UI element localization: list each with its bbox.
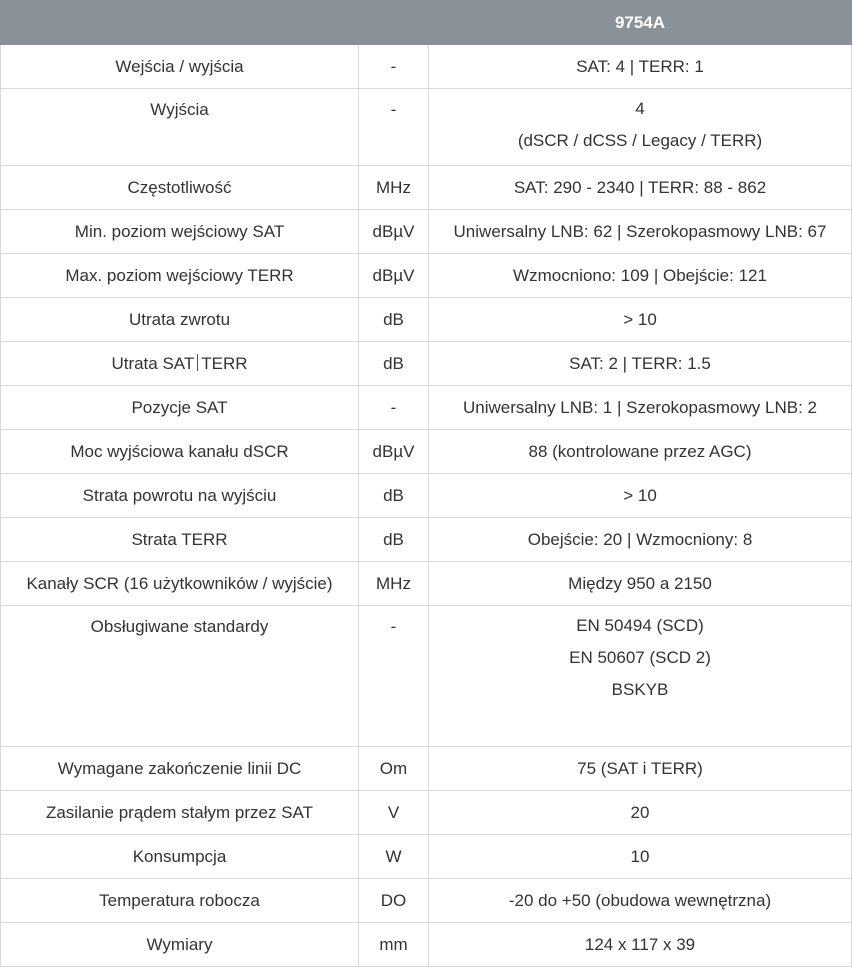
unit-cell: dBµV [359, 430, 429, 474]
unit-cell: - [359, 386, 429, 430]
param-cell: Pozycje SAT [1, 386, 359, 430]
table-row [1, 298, 852, 342]
param-cell: Wymiary [1, 923, 359, 967]
param-cell [1, 342, 359, 386]
param-cell: Zasilanie prądem stałym przez SAT [1, 791, 359, 835]
param-part-b: TERR [201, 353, 248, 373]
param-cell: Kanały SCR (16 użytkowników / wyjście) [1, 562, 359, 606]
table-row [1, 45, 852, 89]
param-cell: Strata powrotu na wyjściu [1, 474, 359, 518]
table-row [1, 166, 852, 210]
unit-cell: dB [359, 474, 429, 518]
value-cell: 75 (SAT i TERR) [429, 747, 852, 791]
value-line: 4 [635, 99, 645, 118]
unit-cell: MHz [359, 166, 429, 210]
value-cell: Wzmocniono: 109 | Obejście: 121 [429, 254, 852, 298]
param-cell: Wejścia / wyjścia [1, 45, 359, 89]
table-header-row [1, 1, 852, 45]
value-cell: Uniwersalny LNB: 62 | Szerokopasmowy LNB: 67 [429, 210, 852, 254]
param-cell: Strata TERR [1, 518, 359, 562]
param-cell: Wymagane zakończenie linii DC [1, 747, 359, 791]
unit-cell: Om [359, 747, 429, 791]
value-cell: 124 x 117 x 39 [429, 923, 852, 967]
value-cell: Uniwersalny LNB: 1 | Szerokopasmowy LNB: 2 [429, 386, 852, 430]
value-line: EN 50494 (SCD) [576, 616, 704, 635]
unit-cell: W [359, 835, 429, 879]
table-row [1, 791, 852, 835]
unit-cell: dB [359, 518, 429, 562]
param-cell: Temperatura robocza [1, 879, 359, 923]
unit-cell: mm [359, 923, 429, 967]
header-unit [359, 1, 429, 45]
value-cell [429, 89, 852, 166]
param-cell: Częstotliwość [1, 166, 359, 210]
value-cell: SAT: 290 - 2340 | TERR: 88 - 862 [429, 166, 852, 210]
unit-cell: dB [359, 342, 429, 386]
value-cell: > 10 [429, 474, 852, 518]
table-row [1, 210, 852, 254]
table-row [1, 474, 852, 518]
value-cell: SAT: 2 | TERR: 1.5 [429, 342, 852, 386]
value-cell: -20 do +50 (obudowa wewnętrzna) [429, 879, 852, 923]
table-row [1, 835, 852, 879]
value-line: EN 50607 (SCD 2) [569, 648, 711, 667]
table-row [1, 386, 852, 430]
value-cell: Obejście: 20 | Wzmocniony: 8 [429, 518, 852, 562]
value-line: (dSCR / dCSS / Legacy / TERR) [517, 131, 763, 150]
table-row [1, 430, 852, 474]
param-cell: Obsługiwane standardy [1, 606, 359, 747]
param-cell: Utrata zwrotu [1, 298, 359, 342]
table-row [1, 562, 852, 606]
unit-cell: - [359, 89, 429, 166]
table-row [1, 879, 852, 923]
value-cell: Między 950 a 2150 [429, 562, 852, 606]
table-row [1, 606, 852, 747]
param-cell: Max. poziom wejściowy TERR [1, 254, 359, 298]
param-part-a: Utrata SAT [111, 353, 195, 373]
table-row [1, 518, 852, 562]
unit-cell: DO [359, 879, 429, 923]
value-line: BSKYB [611, 680, 669, 699]
value-cell: SAT: 4 | TERR: 1 [429, 45, 852, 89]
unit-cell: - [359, 45, 429, 89]
header-param [1, 1, 359, 45]
value-cell: > 10 [429, 298, 852, 342]
separator-bar [197, 354, 198, 371]
unit-cell: V [359, 791, 429, 835]
unit-cell: MHz [359, 562, 429, 606]
table-row [1, 254, 852, 298]
param-cell: Konsumpcja [1, 835, 359, 879]
table-row [1, 747, 852, 791]
table-row [1, 342, 852, 386]
param-cell: Moc wyjściowa kanału dSCR [1, 430, 359, 474]
value-cell: 10 [429, 835, 852, 879]
param-cell: Wyjścia [1, 89, 359, 166]
header-model: 9754A [429, 1, 852, 45]
unit-cell: dB [359, 298, 429, 342]
value-cell: 88 (kontrolowane przez AGC) [429, 430, 852, 474]
param-cell: Min. poziom wejściowy SAT [1, 210, 359, 254]
table-row [1, 89, 852, 166]
value-cell: 20 [429, 791, 852, 835]
unit-cell: - [359, 606, 429, 747]
unit-cell: dBµV [359, 210, 429, 254]
value-cell [429, 606, 852, 747]
unit-cell: dBµV [359, 254, 429, 298]
